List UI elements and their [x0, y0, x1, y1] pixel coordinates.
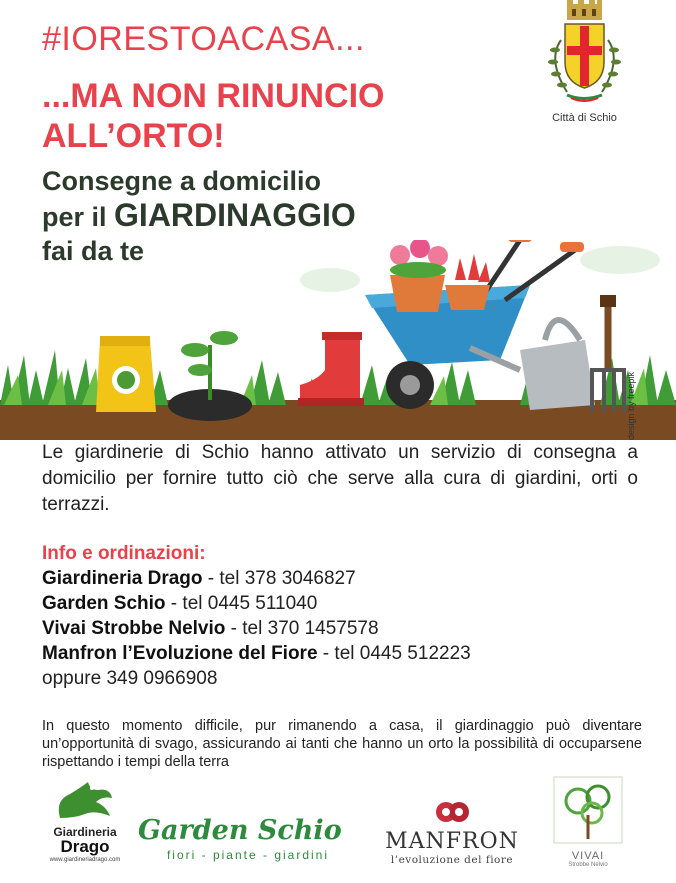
contact-name: Manfron l’Evoluzione del Fiore [42, 643, 318, 664]
contact-name: Vivai Strobbe Nelvio [42, 618, 226, 639]
subtitle-line3: fai da te [42, 236, 145, 266]
garden-schio-tagline: fiori - piante - giardini [166, 848, 330, 862]
contact-name: Giardineria Drago [42, 568, 203, 589]
hashtag-title: #IORESTOACASA... [42, 20, 365, 58]
contact-list [42, 566, 471, 691]
city-label: Città di Schio [552, 112, 617, 124]
closing-note: In questo momento difficile, pur rimanendo a casa, il giardinaggio può diventare un’opportunità di svago, assicurando ai tanti che hanno un orto la possibilità di occuparsene rispettando i tempi della terra [42, 718, 642, 770]
subtitle-emphasis: GIARDINAGGIO [114, 197, 356, 233]
manfron-tagline: l’evoluzione del fiore [390, 854, 514, 866]
contact-item [42, 641, 471, 666]
dragon-icon [40, 780, 130, 820]
info-title: Info e ordinazioni: [42, 543, 206, 564]
intro-paragraph: Le giardinerie di Schio hanno attivato un servizio di consegna a domicilio per fornire tutto ciò che serve alla cura di giardini, orti o terrazzi. [42, 442, 638, 515]
garden-scene-icon [0, 240, 676, 440]
tree-icon [552, 775, 624, 845]
logo-garden-schio [138, 815, 358, 862]
contact-phone: - tel 0445 512223 [317, 643, 471, 664]
contact-name: Garden Schio [42, 593, 166, 614]
garden-illustration [0, 240, 676, 440]
coat-of-arms-icon [537, 0, 632, 110]
manfron-name: MANFRON [385, 829, 519, 854]
contact-phone: - tel 370 1457578 [225, 618, 379, 639]
headline [42, 76, 385, 156]
subtitle-line1: Consegne a domicilio [42, 166, 322, 196]
illustration-credit: design by freepik [626, 371, 636, 440]
vivai-sub: Strobbe Nelvio [568, 862, 608, 868]
garden-schio-name: Garden Schio [138, 815, 342, 846]
subtitle-line2 [42, 198, 356, 234]
vivai-name: VIVAI [571, 850, 605, 862]
headline-line2: ALL’ORTO! [42, 117, 225, 155]
contact-item [42, 591, 471, 616]
contact-phone: - tel 0445 511040 [165, 593, 318, 614]
contact-item [42, 566, 471, 591]
drago-url: www.giardineriadrago.com [49, 857, 121, 863]
contact-item [42, 616, 471, 641]
contact-phone: - tel 378 3046827 [202, 568, 356, 589]
drago-line2: Drago [60, 837, 110, 856]
rose-icon [372, 800, 532, 829]
coat-of-arms [537, 0, 632, 125]
headline-line1: ...MA NON RINUNCIO [42, 77, 385, 115]
logo-manfron [372, 800, 532, 866]
logo-vivai [552, 775, 624, 868]
contact-extra: oppure 349 0966908 [42, 668, 218, 689]
logo-giardineria-drago [40, 780, 130, 863]
drago-line1: Giardineria [53, 825, 117, 839]
subtitle-line2-prefix: per il [42, 202, 115, 232]
